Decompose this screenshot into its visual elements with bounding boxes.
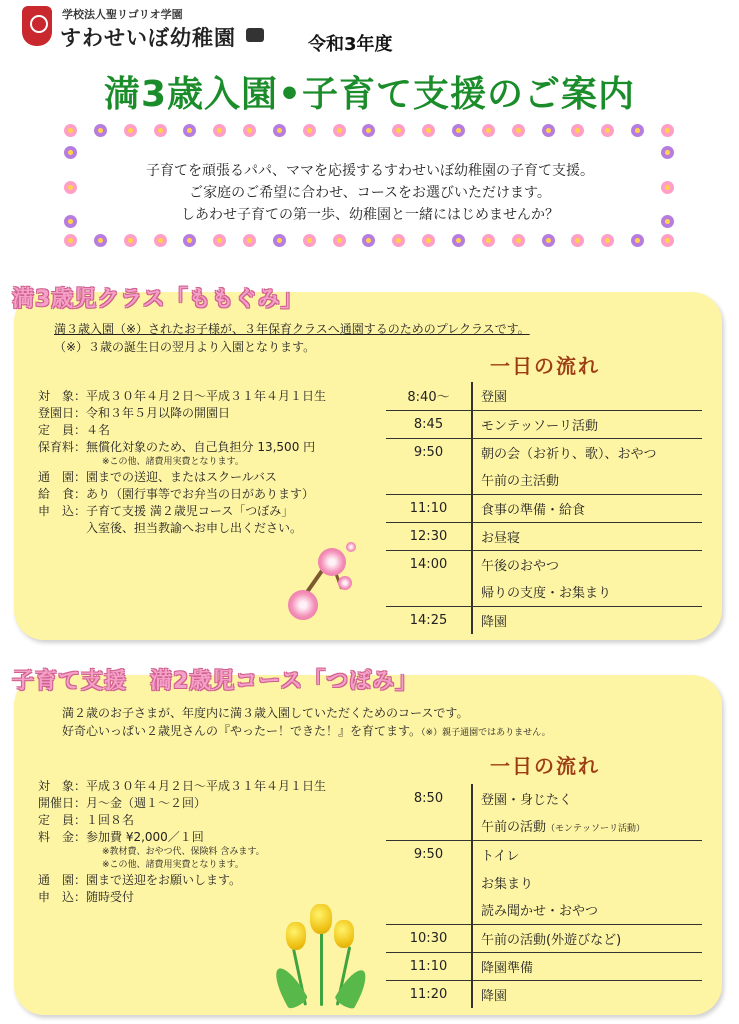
schedule-desc: 午前の活動(外遊びなど) — [472, 924, 702, 952]
schedule-time: 14:00 — [386, 550, 472, 578]
page-title: 満3歳入園•子育て支援のご案内 — [103, 74, 636, 115]
intro-line: 子育てを頑張るパパ、ママを応援するすわせいぼ幼稚園の子育て支援。 — [146, 163, 594, 179]
schedule-desc: 登園・身じたく — [481, 792, 573, 808]
flower-border-left — [64, 146, 77, 228]
schedule-row — [386, 868, 702, 896]
schedule-desc — [472, 812, 702, 840]
schedule-row — [386, 784, 702, 812]
info-row: 登園日：令和３年５月以降の開園日 — [38, 406, 231, 420]
school-mark-icon — [246, 28, 264, 42]
year-label: 令和3年度 — [308, 34, 393, 55]
schedule-time — [386, 578, 472, 606]
schedule-row — [386, 896, 702, 924]
momogumi-flow-title: 一日の流れ — [490, 354, 600, 378]
tsubomi-lead-note: （※）親子通園ではありません。 — [421, 728, 551, 738]
tsubomi-title: 子育て支援 満2歳児コース「つぼみ」 — [12, 669, 419, 694]
info-row: 開催日：月～金（週１～２回） — [38, 796, 207, 810]
schedule-desc: トイレ — [472, 840, 702, 868]
schedule-time: 12:30 — [386, 522, 472, 550]
info-row: 保育料：無償化対象のため、自己負担分 13,500 円 — [38, 440, 316, 454]
flower-border-bottom — [64, 234, 674, 247]
schedule-time: 14:25 — [386, 606, 472, 634]
schedule-time: 11:20 — [386, 980, 472, 1008]
schedule-row — [386, 578, 702, 606]
intro-line: しあわせ子育ての第一歩、幼稚園と一緒にはじめませんか？ — [181, 207, 559, 223]
intro-text — [90, 160, 650, 226]
tsubomi-info — [38, 778, 326, 906]
plum-blossom-icon — [280, 540, 370, 630]
schedule-row — [386, 438, 702, 466]
info-row: 定 員：１回８名 — [38, 813, 135, 827]
tsubomi-lead — [62, 704, 551, 742]
info-row: 対 象：平成３０年４月２日～平成３１年４月１日生 — [38, 779, 327, 793]
schedule-time: 8:50 — [386, 784, 472, 812]
flower-border-right — [661, 146, 674, 228]
schedule-time: 11:10 — [386, 494, 472, 522]
info-row: 料 金：参加費 ¥2,000／１回 — [38, 830, 204, 844]
schedule-desc: 降園 — [472, 606, 702, 634]
schedule-row — [386, 606, 702, 634]
info-row: 通 園：園までの送迎、またはスクールバス — [38, 470, 277, 484]
schedule-desc: お集まり — [481, 876, 534, 892]
info-row: 定 員：４名 — [38, 423, 111, 437]
schedule-time: 8:45 — [386, 410, 472, 438]
schedule-time: 9:50 — [386, 438, 472, 466]
schedule-desc: 読み聞かせ・おやつ — [481, 904, 599, 920]
info-row: 入室後、担当教諭へお申し出ください。 — [38, 521, 303, 535]
momogumi-lead — [54, 320, 530, 356]
schedule-desc: 朝の会（お祈り、歌）、おやつ — [472, 438, 702, 466]
schedule-row — [386, 952, 702, 980]
schedule-time: 9:50 — [386, 840, 472, 868]
momogumi-schedule — [386, 382, 702, 634]
schedule-desc-text: 午前の活動 — [481, 820, 547, 836]
schedule-desc: 登園 — [481, 390, 508, 406]
momogumi-info — [38, 388, 326, 537]
flower-border-top — [64, 124, 674, 137]
schedule-desc-note: （モンテッソーリ活動） — [546, 824, 646, 835]
schedule-row — [386, 840, 702, 868]
school-name: すわせいぼ幼稚園 — [60, 26, 236, 50]
schedule-row — [386, 550, 702, 578]
info-row: 申 込：随時受付 — [38, 890, 135, 904]
info-note: ※教材費、おやつ代、保険料 含みます。 — [102, 847, 265, 857]
schedule-row — [386, 466, 702, 494]
schedule-row — [386, 382, 702, 410]
org-name: 学校法人聖リゴリオ学園 — [62, 8, 183, 21]
info-note: ※この他、諸費用実費となります。 — [102, 457, 244, 467]
schedule-row — [386, 812, 702, 840]
schedule-time — [386, 812, 472, 840]
momogumi-lead-note: （※）３歳の誕生日の翌月より入園となります。 — [54, 340, 316, 354]
schedule-desc: モンテッソーリ活動 — [472, 410, 702, 438]
tsubomi-lead-line: 好奇心いっぱい２歳児さんの『やったー！できた！』を育てます。 — [62, 724, 422, 738]
info-row: 通 園：園まで送迎をお願いします。 — [38, 873, 242, 887]
schedule-desc: 降園準備 — [472, 952, 702, 980]
schedule-row — [386, 494, 702, 522]
info-row: 対 象：平成３０年４月２日～平成３１年４月１日生 — [38, 389, 327, 403]
schedule-time — [386, 868, 472, 896]
schedule-row — [386, 980, 702, 1008]
momogumi-title: 満3歳児クラス「ももぐみ」 — [12, 287, 304, 312]
schedule-desc: 食事の準備・給食 — [472, 494, 702, 522]
schedule-time — [386, 466, 472, 494]
schedule-time: 10:30 — [386, 924, 472, 952]
info-row: 給 食：あり（園行事等でお弁当の日があります） — [38, 487, 315, 501]
momogumi-lead-line: 満３歳入園（※）されたお子様が、３年保育クラスへ通園するのためのプレクラスです。 — [54, 322, 530, 336]
info-row: 申 込：子育て支援 満２歳児コース「つぼみ」 — [38, 504, 294, 518]
schedule-desc: 降園 — [472, 980, 702, 1008]
schedule-time: 8:40～ — [386, 382, 472, 410]
schedule-desc: 午前の主活動 — [481, 474, 560, 490]
schedule-time — [386, 896, 472, 924]
intro-line: ご家庭のご希望に合わせ、コースをお選びいただけます。 — [189, 185, 551, 201]
schedule-desc: 午後のおやつ — [472, 550, 702, 578]
schedule-desc: お昼寝 — [472, 522, 702, 550]
schedule-row — [386, 924, 702, 952]
schedule-desc: 帰りの支度・お集まり — [481, 586, 612, 602]
tsubomi-lead-line: 満２歳のお子さまが、年度内に満３歳入園していただくためのコースです。 — [62, 706, 469, 720]
school-emblem-icon — [22, 6, 52, 46]
schedule-row — [386, 410, 702, 438]
tsubomi-schedule — [386, 784, 702, 1008]
schedule-row — [386, 522, 702, 550]
info-note: ※この他、諸費用実費となります。 — [102, 860, 244, 870]
tsubomi-flow-title: 一日の流れ — [490, 754, 600, 778]
schedule-time: 11:10 — [386, 952, 472, 980]
tulip-icon — [272, 896, 372, 1011]
